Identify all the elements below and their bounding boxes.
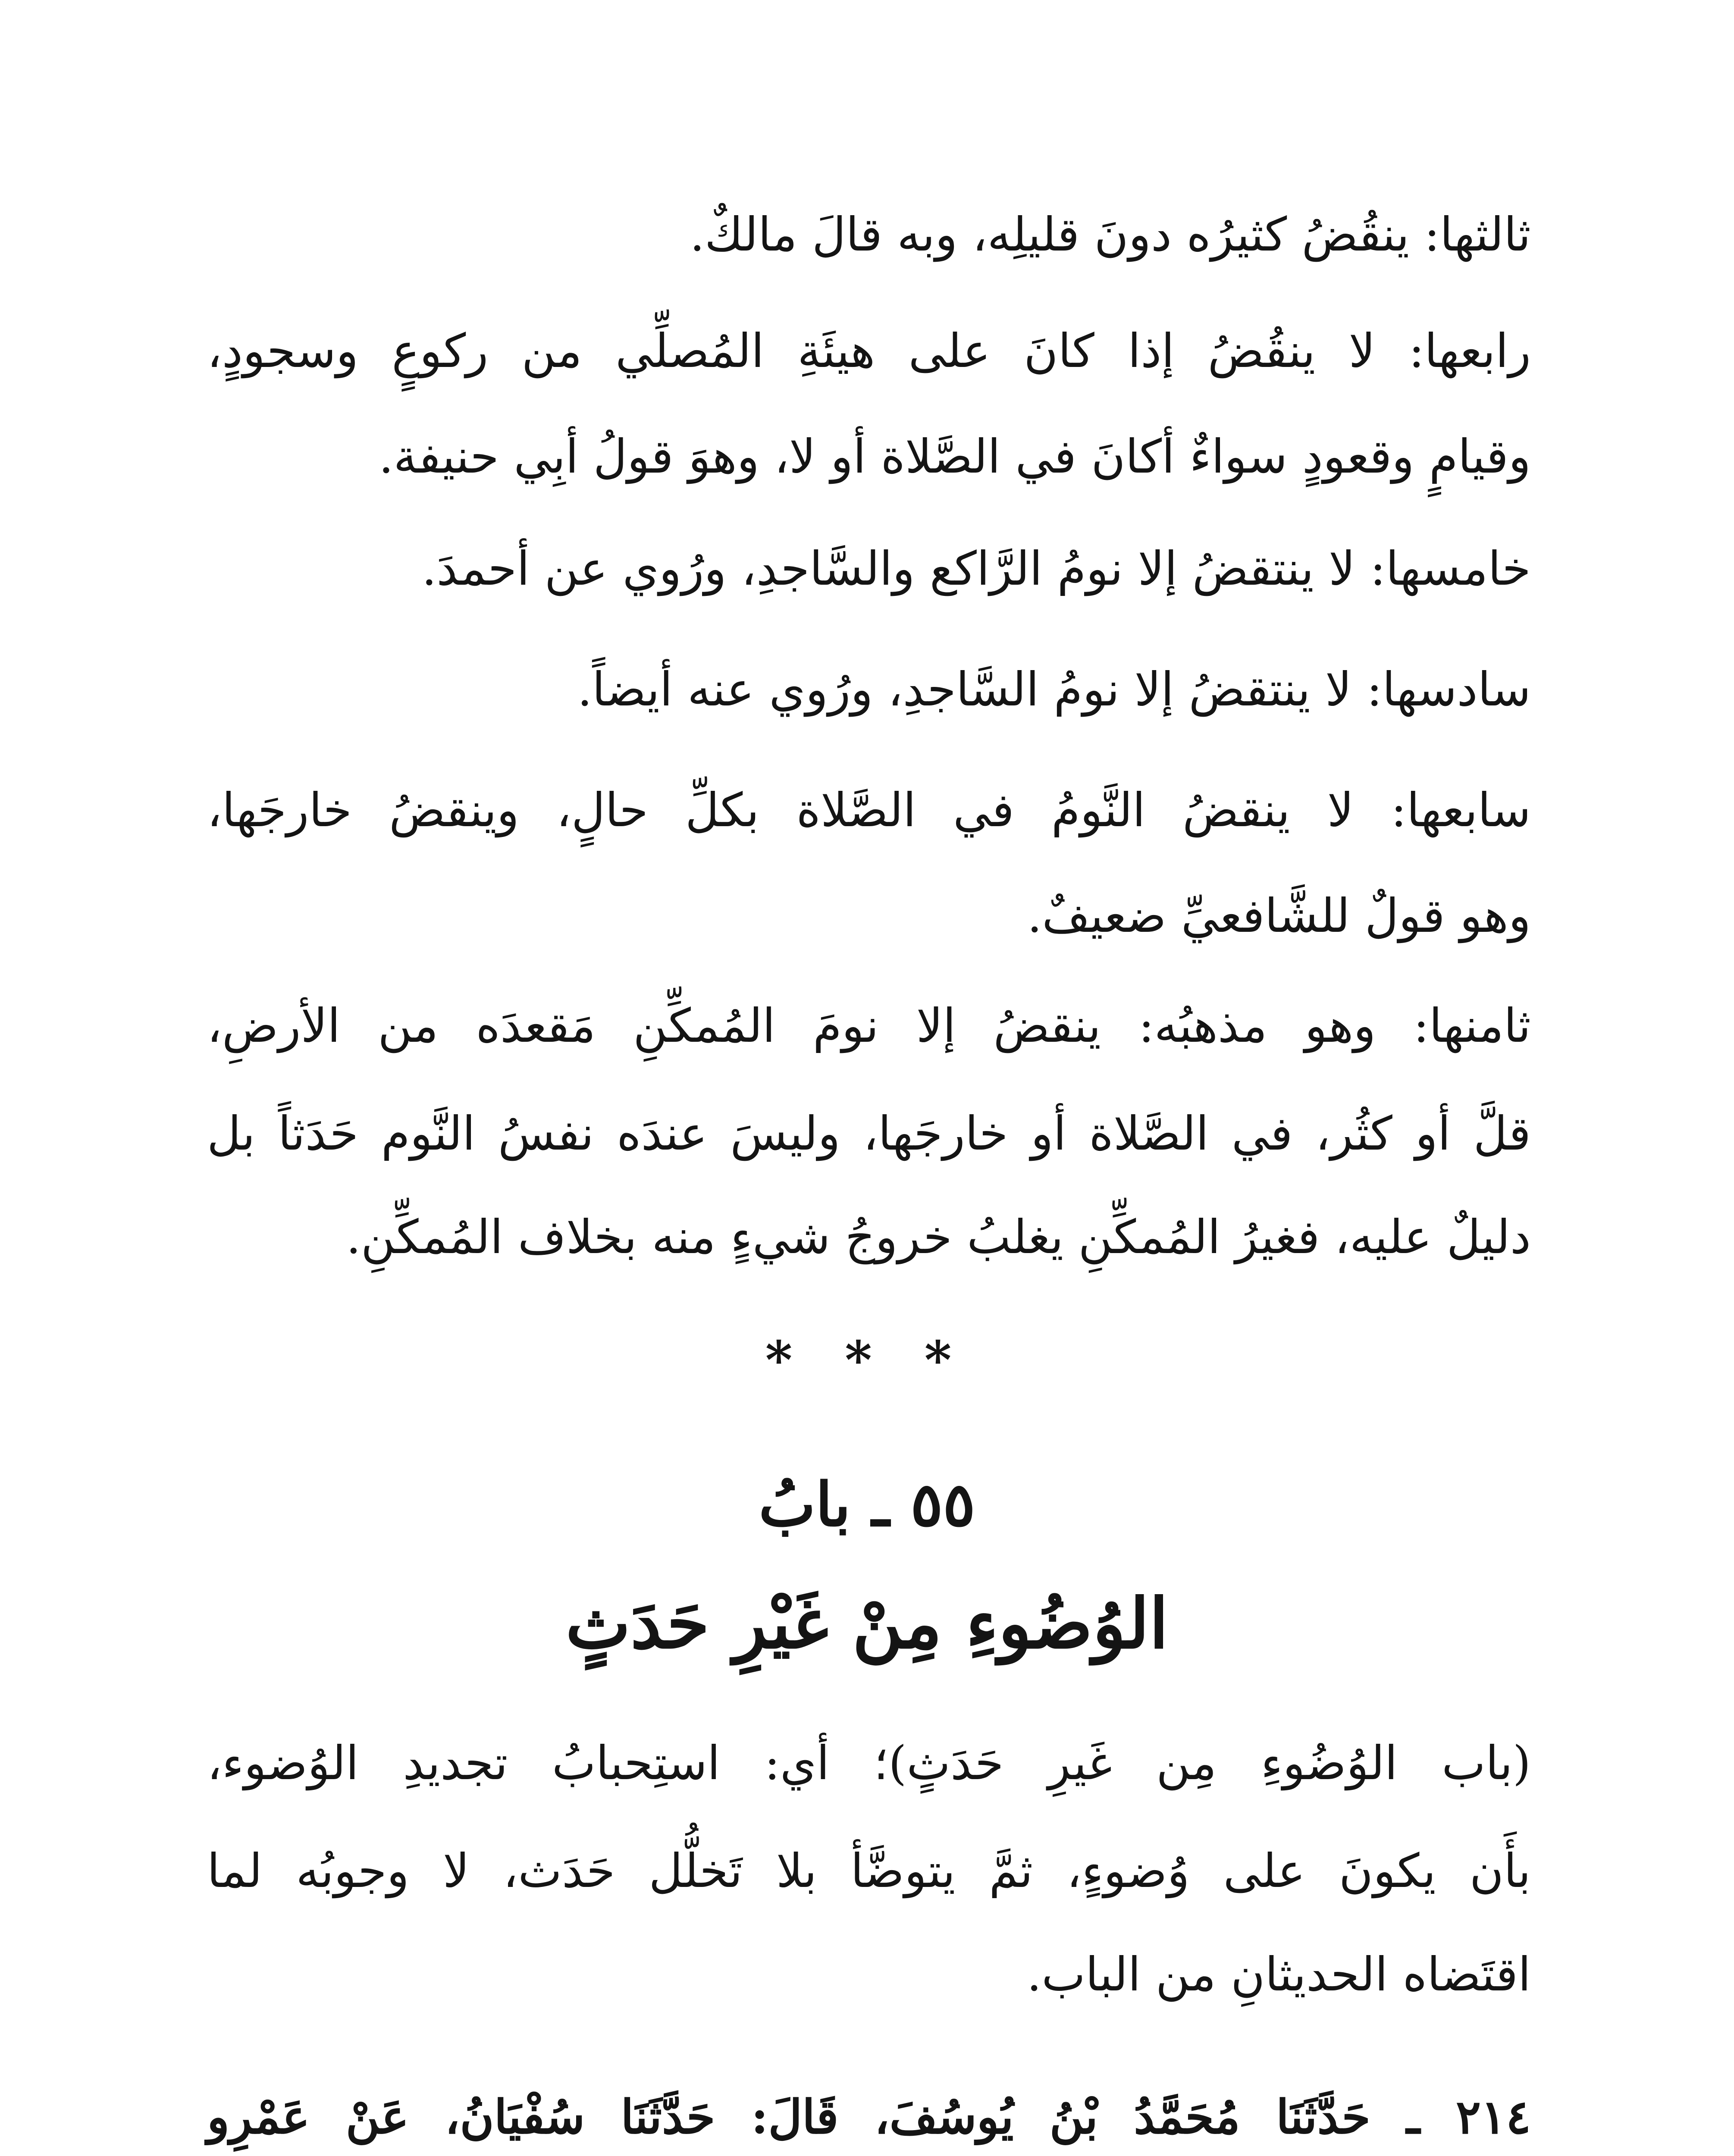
text-line: رابعها: لا ينقُضُ إذا كانَ على هيئَةِ المُصلِّي من ركوعٍ وسجودٍ، (207, 324, 1531, 378)
hadith-line: ٢١٤ ـ حَدَّثَنَا مُحَمَّدُ بْنُ يُوسُفَ، قَالَ: حَدَّثَنَا سُفْيَانُ، عَنْ عَمْرِو (207, 2090, 1531, 2144)
chapter-title: الوُضُوءِ مِنْ غَيْرِ حَدَثٍ (565, 1583, 1169, 1664)
chapter-number: ٥٥ ـ بابُ (759, 1470, 975, 1540)
section-separator: * * * (765, 1330, 969, 1391)
text-line: ثامنها: وهو مذهبُه: ينقضُ إلا نومَ المُمكِّنِ مَقعدَه من الأرضِ، (207, 999, 1531, 1053)
text-line: قلَّ أو كثُر، في الصَّلاة أو خارجَها، وليسَ عندَه نفسُ النَّوم حَدَثاً بل (207, 1107, 1531, 1161)
text-line: سابعها: لا ينقضُ النَّومُ في الصَّلاة بكلِّ حالٍ، وينقضُ خارجَها، (207, 783, 1531, 837)
text-line: وهو قولٌ للشَّافعيِّ ضعيفٌ. (1027, 889, 1531, 943)
text-line: اقتَضاه الحديثانِ من الباب. (1026, 1948, 1531, 2002)
text-line: سادسها: لا ينتقضُ إلا نومُ السَّاجدِ، ورُوي عنه أيضاً. (577, 663, 1531, 717)
text-line: (باب الوُضُوءِ مِن غَيرِ حَدَثٍ)؛ أي: استِحبابُ تجديدِ الوُضوء، (207, 1736, 1531, 1790)
text-line: خامسها: لا ينتقضُ إلا نومُ الرَّاكع والسَّاجدِ، ورُوي عن أحمدَ. (422, 542, 1531, 596)
text-line: ثالثها: ينقُضُ كثيرُه دونَ قليلِه، وبه قالَ مالكٌ. (690, 208, 1531, 262)
text-line: وقيامٍ وقعودٍ سواءٌ أكانَ في الصَّلاة أو لا، وهوَ قولُ أبِي حنيفة. (379, 430, 1531, 484)
text-line: دليلٌ عليه، فغيرُ المُمكِّنِ يغلبُ خروجُ شيءٍ منه بخلاف المُمكِّنِ. (346, 1210, 1531, 1264)
text-line: بأَن يكونَ على وُضوءٍ، ثمَّ يتوضَّأ بلا تَخلُّل حَدَث، لا وجوبُه لما (207, 1844, 1531, 1898)
